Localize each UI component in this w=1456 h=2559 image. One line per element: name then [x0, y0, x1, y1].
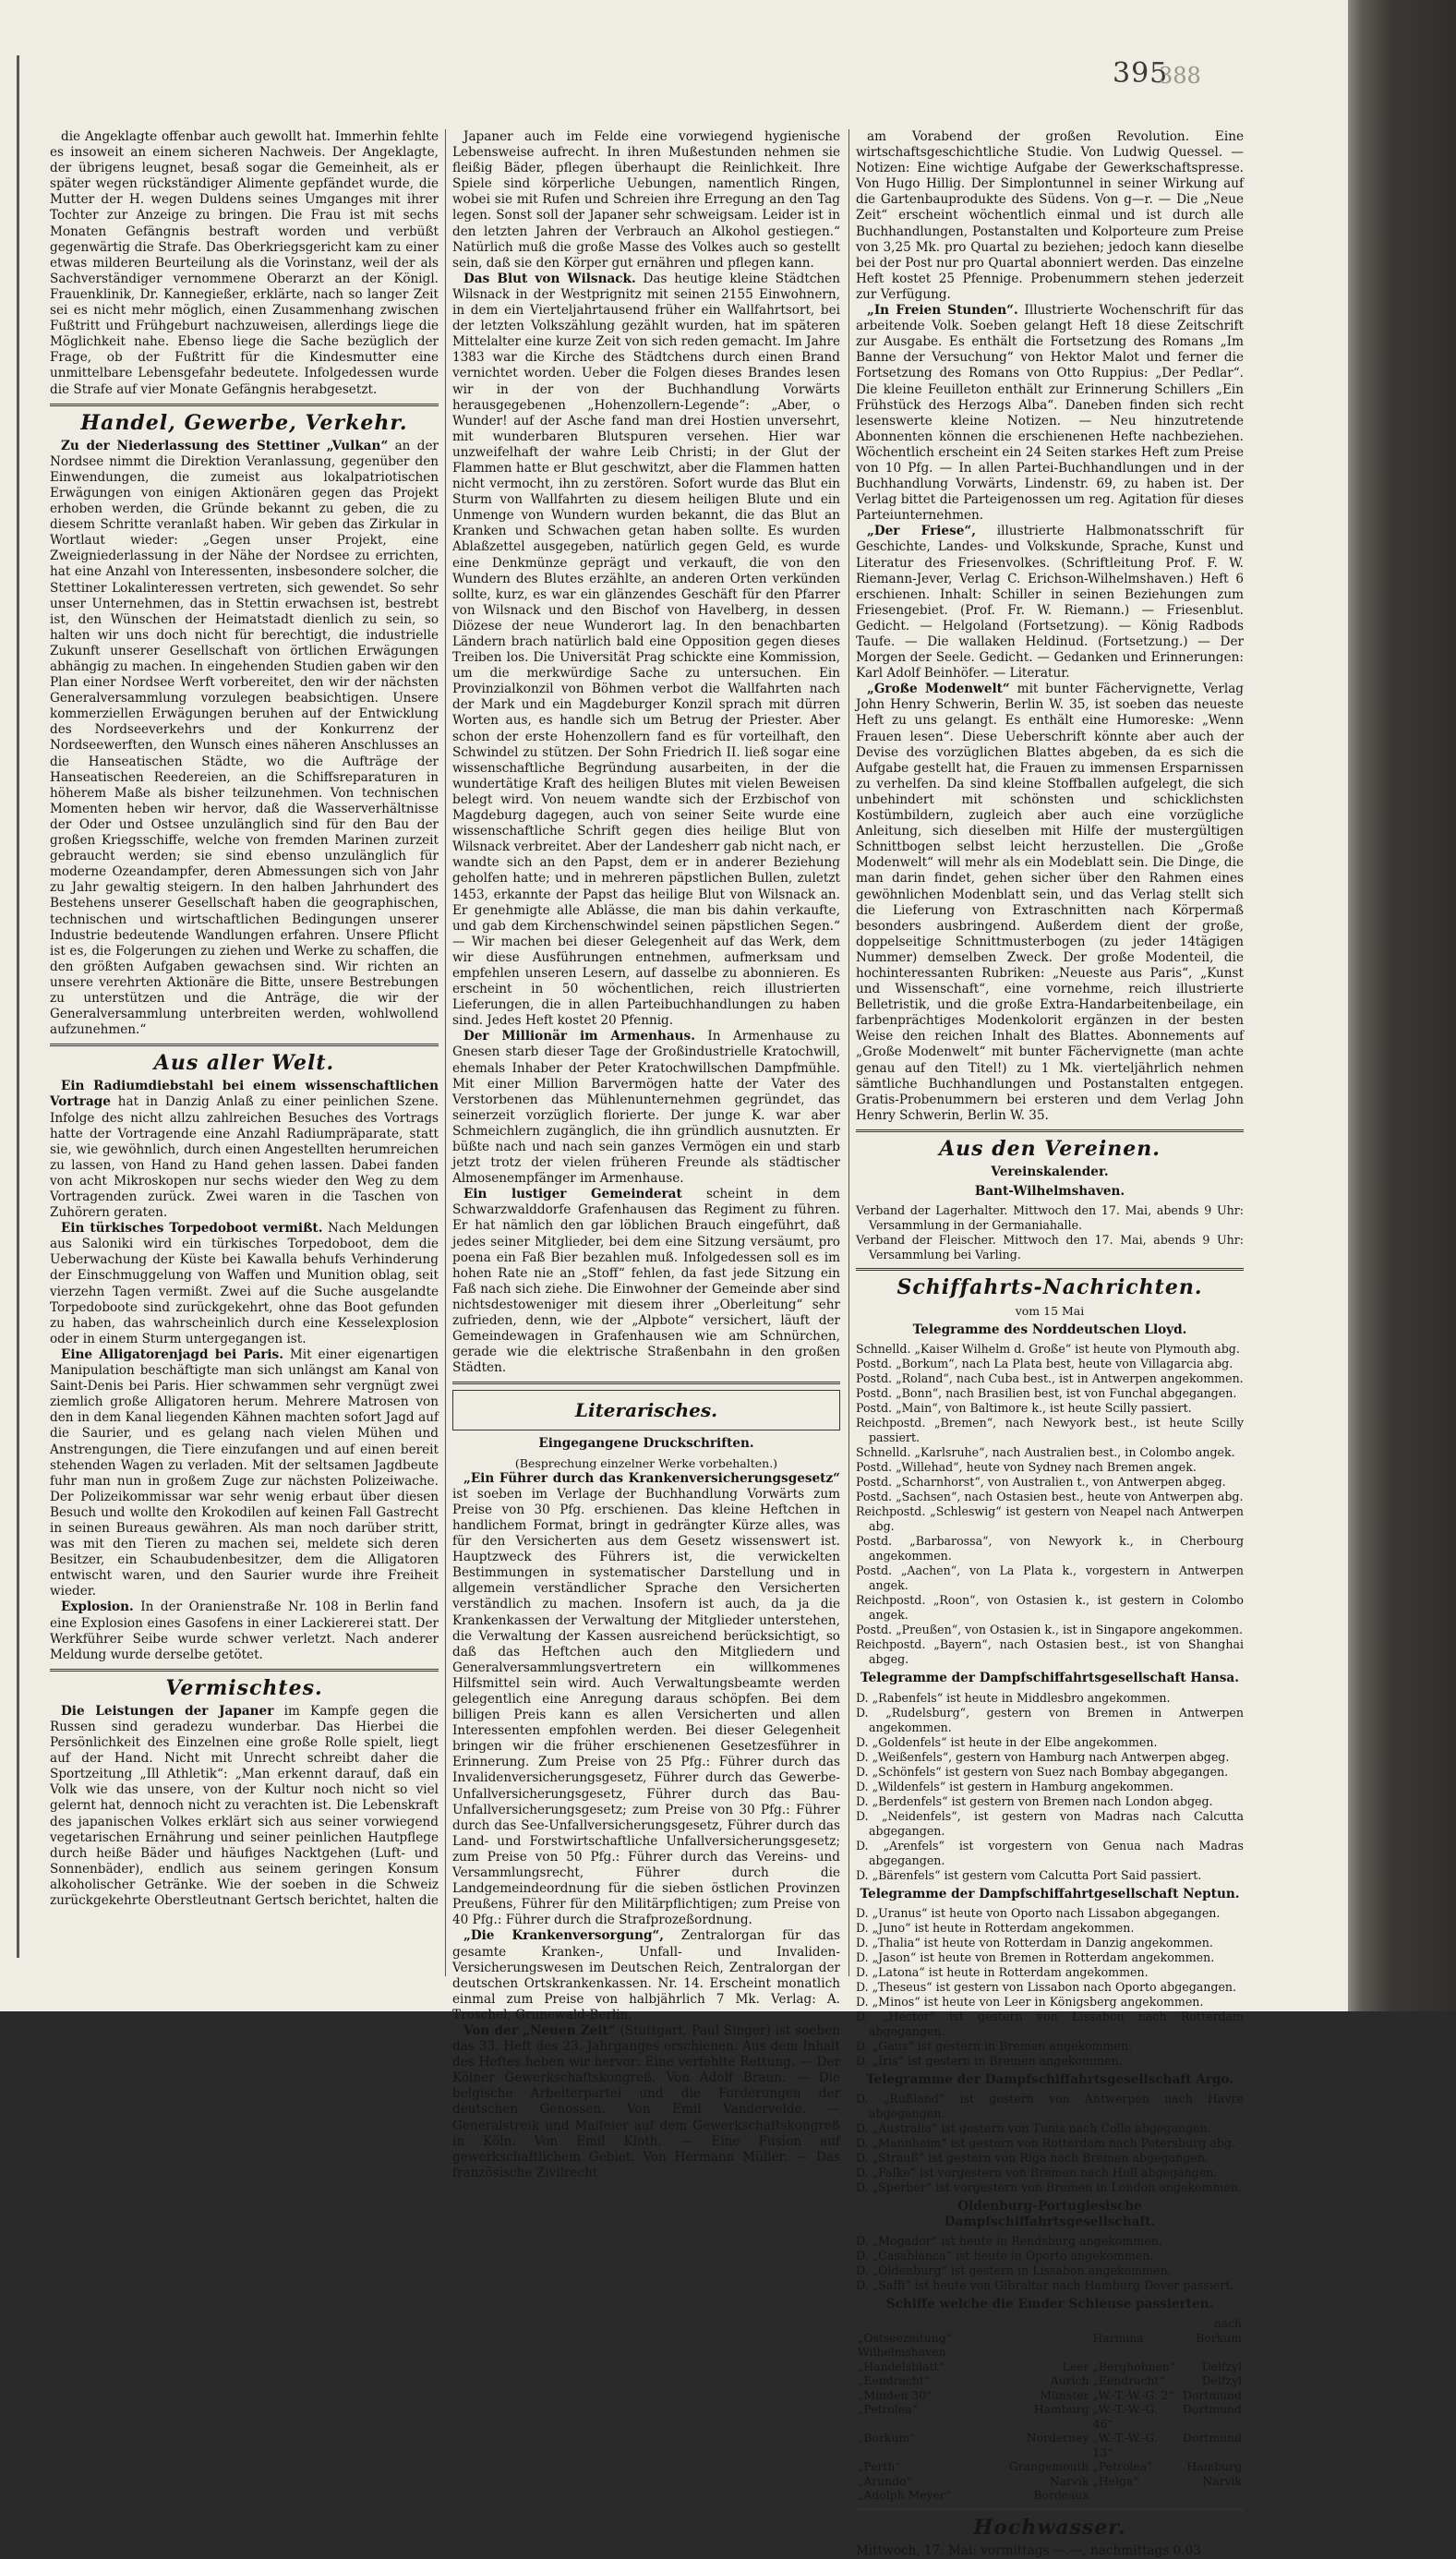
table-cell: Grangemouth [1008, 2459, 1089, 2474]
article-text: im Kampfe gegen die Russen sind geradezu wunderbar. Das Hierbei die Persönlichkeit des Einzelnen eine große Rolle spielt, liegt auf der Hand. Nicht mit Unrecht schreibt daher die Sportzeitung „Ill Athletik“: „Man erkennt darauf, daß ein Volk wie das unsere, von der Kultur noch nicht so viel gelernt hat, dennoch nicht zu verachten ist. Die Lebenskraft des japanischen Volkes erklärt sich aus seiner vorwiegend vegetarischen Ernährung und seiner peinlichen Hautpflege durch heiße Bäder und häufiges Nacktgehen (Luft- und Sonnenbäder), endlich aus seinem geringen Konsum alkoholischer Getränke. Wie der soeben in die Schweiz zurückgekehrte Oberstleutnant Gertsch berichtet, halten die [50, 1703, 439, 1909]
table-header-row [856, 2316, 1244, 2331]
table-cell: Hamburg [1033, 2402, 1089, 2417]
section-heading-schiffahrt: Schiffahrts-Nachrichten. [896, 1275, 1203, 1300]
article-text: Japaner auch im Felde eine vorwiegend hygienische Lebensweise aufrecht. In ihren Mußestunden nehmen sie fleißig Bäder, pflegen überhaupt die Reinlichkeit. Ihre Spiele sind körperliche Uebungen, namentlich Ringen, wobei sie mit Rufen und Schreien ihre Erregung an den Tag legen. Sonst soll der Japaner sehr schweigsam. Leider ist in den letzten Jahren der Verbrauch an Alkohol gestiegen.“ Natürlich muß die große Masse des Volkes auch so gestellt sein, daß sie den Körper gut ernähren und pflegen kann. [452, 129, 840, 271]
list-item: D. „Rußland“ ist gestern von Antwerpen nach Havre abgegangen. [856, 2091, 1244, 2120]
list-item: D. „Mogador“ ist heute in Rendsburg angekommen. [856, 2233, 1162, 2248]
article-text: Das heutige kleine Städtchen Wilsnack in der Westprignitz mit seinen 2155 Einwohnern, in dem ein Vierteljahrtausend früher ein Wallfahrtsort, bei der letzten Volkszählung gezählt wurden, hat im späteren Mittelalter eine kurze Zeit von sich reden gemacht. Im Jahre 1383 war die Kirche des Städtchens durch einen Brand vernichtet worden. Ueber die Folgen dieses Brandes lesen wir in der von der Buchhandlung Vorwärts herausgegebenen „Hohenzollern-Legende“: „Aber, o Wunder! auf der Asche fand man drei Hostien unversehrt, mit wunderbaren Blutspuren versehen. Hier war unzweifelhaft der wahre Leib Christi; in der Glut der Flammen hatte er Blut geschwitzt, aber die Flammen hatten nicht vermocht, ihn zu zerstören. Sofort wurde das Blut ein Sturm von Wallfahrten zu diesem heiligen Blute und ein Unmenge von Wundern wurden bekannt, die das Blut an Kranken und Schwachen getan haben sollte. Es wurden Ablaßzettel ausgegeben, natürlich gegen Geld, es wurde eine Denkmünze geprägt und verkauft, die von den Wundern des Blutes erzählte, an anderen Orten verkünden sollte, kurz, es war ein glänzendes Geschäft für den Pfarrer von Wilsnack und den Bischof von Havelberg, in dessen Diözese der neue Wunderort lag. In den benachbarten Ländern brach natürlich bald eine Opposition gegen dieses Treiben los. Die Universität Prag schickte eine Kommission, um die merkwürdige Sache zu untersuchen. Ein Provinzialkonzil von Böhmen verbot die Wallfahrten nach der Mark und ein Magdeburger Konzil sprach mit dürren Worten aus, es handle sich um Betrug der Priester. Aber schon der erste Hohenzollern fand es für vorteilhaft, den Schwindel zu stützen. Der Sohn Friedrich II. ließ sogar eine wissenschaftliche Begründung ausarbeiten, in der die wundertätige Kraft des heiligen Blutes mit vielen Beweisen belegt wird. Von neuem wandte sich der Erzbischof von Magdeburg dagegen, auch von seiner Seite wurde eine wissenschaftliche Schrift gegen dies heilige Blut von Wilsnack verbreitet. Aber der Landesherr gab nicht nach, er wandte sich an den Papst, dem er in anderer Beziehung geholfen hatte; und in mehreren päpstlichen Bullen, zuletzt 1453, erkannte der Papst das heilige Blut von Wilsnack an. Er genehmigte alle Ablässe, die man bis dahin verkaufte, und gab dem Kirchenschwindel seinen päpstlichen Segen.“ — Wir machen bei dieser Gelegenheit auf das Werk, dem wir diese Ausführungen entnehmen, aufmerksam und empfehlen unseren Lesern, auf dasselbe zu abonnieren. Es erscheint in 50 wöchentlichen, reich illustrierten Lieferungen, die in allen Parteibuchhandlungen zu haben sind. Jedes Heft kostet 20 Pfennig. [452, 271, 840, 1029]
article-paragraph [452, 1187, 840, 1376]
subheading-emden: Schiffe welche die Emder Schleuse passierten. [885, 2296, 1214, 2312]
list-item: Postd. „Preußen“, von Ostasien k., ist in Singapore angekommen. [856, 1623, 1243, 1637]
article-paragraph [50, 1704, 439, 1909]
report-date: vom 15 Mai [1015, 1304, 1085, 1319]
list-item: D. „Rabenfels“ ist heute in Middlesbro angekommen. [856, 1690, 1171, 1705]
list-item: Postd. „Sachsen“, nach Ostasien best., heute von Antwerpen abg. [856, 1490, 1244, 1504]
divider [50, 1669, 439, 1672]
table-cell: „Arundo“ [858, 2473, 912, 2488]
list-item: D. „Minos“ ist heute von Leer in Königsberg angekommen. [856, 1994, 1204, 2009]
article-paragraph [452, 272, 840, 1030]
column-1 [50, 129, 439, 1976]
table-header-cell: nach [1213, 2316, 1242, 2331]
section-heading-vermischtes: Vermischtes. [165, 1675, 323, 1700]
section-heading-literarisches: Literarisches. [574, 1399, 718, 1422]
list-item: D. „Iris“ ist gestern in Bremen angekommen. [856, 2053, 1123, 2068]
calendar-entry: Verband der Fleischer. Mittwoch den 17. Mai, abends 9 Uhr: Versammlung bei Varling. [856, 1233, 1244, 1262]
section-heading-welt: Aus aller Welt. [153, 1051, 335, 1076]
list-item: Schnelld. „Kaiser Wilhelm d. Große“ ist heute von Plymouth abg. [856, 1342, 1240, 1357]
list-item: D. „Mannheim“ ist gestern von Rotterdam nach Petersburg abg. [856, 2135, 1235, 2150]
list-item: Postd. „Barbarossa“, von Newyork k., in Cherbourg angekommen. [856, 1534, 1244, 1563]
table-cell: Aurich [1050, 2373, 1089, 2388]
shipping-list-neptun [856, 1906, 1244, 2069]
article-text: ist soeben im Verlage der Buchhandlung Vorwärts zum Preise von 30 Pfg. erschienen. Das kleine Heftchen in handlichem Format, bringt in gedrängter Kürze alles, was für den Versicherten aus dem Gesetz wissenswert ist. Hauptzweck des Führers ist, die verwickelten Bestimmungen in systematischer Darstellung und in allgemein verständlicher Sprache den Versicherten verständlich zu machen. Insofern ist auch, da ja die Krankenkassen der Verwaltung der Mitglieder unterstehen, die Verwaltung der Kassen ausreichend berücksichtigt, so daß das Heftchen auch den Mitgliedern und Generalversammlungsvertretern ein willkommenes Hilfsmittel sein wird. Auch Verwaltungsbeamte werden gelegentlich eine Anregung daraus schöpfen. Bei dem billigen Preis kann es allen Versicherten und allen Interessenten empfohlen werden. Bei dieser Gelegenheit bringen wir die früher erschienenen Gesetzesführer in Erinnerung. Zum Preise von 25 Pfg.: Führer durch das Invalidenversicherungsgesetz, Führer durch das Gewerbe-Unfallversicherungsgesetz, Führer durch das Bau-Unfallversicherungsgesetz; zum Preise von 30 Pfg.: Führer durch das See-Unfallversicherungsgesetz, Führer durch das Land- und Forstwirtschaftliche Unfallversicherungsgesetz; zum Preise von 50 Pfg.: Führer durch das Vereins- und Versammlungsrecht, Führer durch die Landgemeindeordnung für die sieben östlichen Provinzen Preußens, Führer für den Militärpflichtigen; zum Preise von 40 Pfg.: Führer durch die Strafprozeßordnung. [452, 1486, 840, 1928]
shipping-list-lloyd [856, 1342, 1244, 1667]
article-text: Zentralorgan für das gesamte Kranken-, Unfall- und Invaliden-Versicherungswesen im Deutschen Reich, Zentralorgan der deutschen Ortskrankenkassen. Nr. 14. Erscheint monatlich einmal zum Preise von halbjährlich 7 Mk. Verlag: A. Troschel, Grunewald-Berlin. [452, 1928, 840, 2022]
book-binding-edge [1348, 0, 1456, 2011]
list-item: Postd. „Bonn“, nach Brasilien best, ist von Funchal abgegangen. [856, 1386, 1237, 1401]
article-text: (Stuttgart, Paul Singer) ist soeben das 33. Heft des 23. Jahrganges erschienen. Aus dem Inhalt des Heftes heben wir hervor: Eine verfehlte Rettung. — Der Kölner Gewerkschaftskongreß. Von Adolf Braun. — Die belgische Arbeiterpartei und die Forderungen der deutschen Genossen. Von Emil Vandervelde. — Generalstreik und Maifeier auf dem Gewerkschaftskongreß in Köln. Von Emil Kloth. — Eine Fusion auf gewerkschaftlichem Gebiet. Von Hermann Müller. — Das französische Zivilrecht [452, 2022, 841, 2180]
subheading-place: Bant-Wilhelmshaven. [974, 1184, 1125, 1200]
divider [50, 1044, 439, 1046]
table-cell [1007, 2331, 1091, 2360]
article-lead: Ein lustiger Gemeinderat [463, 1187, 682, 1202]
article-text: In Armenhause zu Gnesen starb dieser Tage der Großindustrielle Kratochwill, ehemals Inhaber der Peter Kratochwillschen Dampfmühle. Mit einer Million Barvermögen hatte der Vater des Verstorbenen das Mühlenunternehmen gegründet, das seinerzeit vorzüglich florierte. Der junge K. war aber Schmeichlern zugänglich, die ihn gründlich ausnutzten. Er büßte nach und nach sein ganzes Vermögen ein und starb jetzt trotz der vielen früheren Freunde als städtischer Almosenempfänger im Armenhause. [452, 1029, 840, 1187]
table-row [856, 2388, 1244, 2403]
table-cell: Norderney [1026, 2431, 1089, 2445]
table-cell: „W.-T.-W.-G. 13“ [1092, 2431, 1158, 2459]
column-2 [452, 129, 841, 2180]
table-cell: „Petroleа“ [1092, 2459, 1153, 2474]
article-lead: „Große Modenwelt“ [867, 682, 1010, 697]
article-lead: Von der „Neuen Zeit“ [463, 2022, 616, 2038]
article-paragraph [50, 439, 439, 1039]
list-item: D. „Sperber“ ist vorgestern von Bremen in London angekommen. [856, 2179, 1243, 2194]
table-cell: Narvik [1049, 2473, 1089, 2488]
article-paragraph [50, 1599, 439, 1662]
list-item: D. „Thalia“ ist heute von Rotterdam in Danzig angekommen. [856, 1935, 1213, 1949]
table-row [856, 2402, 1244, 2431]
list-item: D. „Schönfels“ ist gestern von Suez nach Bombay abgegangen. [856, 1764, 1229, 1779]
table-cell: Dortmund [1183, 2387, 1242, 2402]
table-cell: „Ostseezeitung“ Wilhelmshaven [858, 2330, 952, 2360]
article-lead: „Ein Führer durch das Krankenversicherungsgesetz“ [463, 1470, 840, 1486]
list-item: Reichpostd. „Roon“, von Ostasien k., ist gestern in Colombo angek. [856, 1593, 1244, 1623]
list-item: Postd. „Main“, von Baltimore k., ist heute Scilly passiert. [856, 1401, 1192, 1416]
table-cell: „Eendracht“ [858, 2373, 931, 2388]
article-lead: Der Millionär im Armenhaus. [463, 1029, 695, 1044]
divider [50, 404, 439, 406]
left-margin-rule [17, 55, 19, 1958]
article-text: In der Oranienstraße Nr. 108 in Berlin fand eine Explosion eines Gasofens in einer Lackiererei statt. Der Werkführer Seibe wurde schwer verletzt. Nach anderer Meldung wurde derselbe getötet. [50, 1599, 439, 1662]
divider [856, 2508, 1244, 2511]
old-page-number: 388 [1159, 63, 1201, 89]
table-cell [1091, 2488, 1182, 2503]
article-lead: Explosion. [61, 1599, 134, 1615]
list-item: Postd. „Aachen“, von La Plata k., vorgestern in Antwerpen angek. [856, 1563, 1244, 1593]
article-lead: Die Leistungen der Japaner [61, 1703, 274, 1719]
article-text: Nach Meldungen aus Saloniki wird ein türkisches Torpedoboot, dem die Ueberwachung der Küste bei Kawalla behufs Verhinderung der Einschmuggelung von Waffen und Munition oblag, seit vierzehn Tagen vermißt. Zwei auf die Suche ausgelandte Torpedoboote sind zurückgekehrt, ohne das Boot gefunden zu haben, das wahrscheinlich durch eine Kesselexplosion oder in einem Sturm untergegangen ist. [50, 1221, 439, 1346]
article-paragraph [452, 1029, 840, 1187]
article-paragraph [452, 1471, 840, 1929]
list-item: Reichpostd. „Bayern“, nach Ostasien best., ist von Shanghai abgeg. [856, 1637, 1244, 1667]
table-cell [1181, 2488, 1244, 2503]
table-cell: „Perth“ [858, 2459, 901, 2474]
table-cell: „Handelsblatt“ [858, 2359, 945, 2373]
list-item: D. „Berdenfels“ ist gestern von Bremen nach London abgeg. [856, 1793, 1213, 1808]
shipping-list-argo [856, 2092, 1244, 2195]
shipping-list-oldenburg [856, 2234, 1244, 2293]
table-row [856, 2431, 1244, 2459]
table-cell: „Borkum“ [858, 2431, 916, 2445]
table-cell: „Eendracht“ [1092, 2373, 1165, 2388]
article-text: die Angeklagte offenbar auch gewollt hat. Immerhin fehlte es insoweit an einem sicheren Nachweis. Der Angeklagte, der übrigens leugnet, besaß sogar die Gemeinheit, als er später wegen rückständiger Alimente gepfändet wurde, die Mutter der H. wegen Duldens seines Umganges mit ihrer Tochter zur Anzeige zu bringen. Die Frau ist mit sechs Monaten Gefängnis bestraft worden und verbüßt gegenwärtig die Strafe. Das Oberkriegsgericht kam zu einer etwas milderen Beurteilung als die Vorinstanz, weil der als Sachverständiger vernommene Oberarzt an der Königl. Frauenklinik, Dr. Kannegießer, erklärte, nach so langer Zeit sei es nicht mehr möglich, einen Zusammenhang zwischen Fußtritt und Frühgeburt nachzuweisen, allerdings liege die Möglichkeit nahe. Ebenso liege die Sache bezüglich der Frage, ob der Fußtritt für die Kindesmutter eine unmittelbare Lebensgefahr bedeutete. Infolgedessen wurde die Strafe auf vier Monate Gefängnis herabgesetzt. [50, 129, 439, 397]
article-paragraph [856, 524, 1244, 682]
article-lead: Zu der Niederlassung des Stettiner „Vulkan“ [61, 438, 389, 453]
list-item: D. „Goldenfels“ ist heute in der Elbe angekommen. [856, 1734, 1158, 1749]
list-item: D. „Falke“ ist vorgestern von Bremen nach Hull abgegangen. [856, 2165, 1218, 2179]
list-item: D. „Casablanca“ ist heute in Oporto angekommen. [856, 2248, 1154, 2263]
table-cell: Münster [1040, 2387, 1089, 2402]
list-item: Reichpostd. „Schleswig“ ist gestern von Neapel nach Antwerpen abg. [856, 1504, 1244, 1534]
article-paragraph [50, 1079, 439, 1221]
list-item: Postd. „Borkum“, nach La Plata best, heute von Villagarcia abg. [856, 1357, 1233, 1371]
list-item: D. „Hector“ ist gestern von Lissabon nach Rotterdam abgegangen. [856, 2009, 1244, 2038]
list-item: D. „Neidenfels“, ist gestern von Madras nach Calcutta abgegangen. [856, 1808, 1244, 1838]
article-text: scheint in dem Schwarzwalddorfe Grafenhausen das Regiment zu führen. Er hat nämlich den gar löblichen Brauch eingeführt, daß jedes seiner Mitglieder, bei dem eine Sitzung versäumt, pro poena ein Faß Bier bezahlen muß. Infolgedessen soll es im hohen Rate nie an „Stoff“ fehlen, da fast jede Sitzung ein Faß nach sich ziehe. Die Einwohner der Gemeinde aber sind nichtsdestoweniger mit diesem ihrer „Oberleitung“ sehr zufrieden, denn, wie der „Alpbote“ versichert, läuft der Gemeindewagen in Grafenhausen wie am Schnürchen, gerade wie die elektrische Straßenbahn in den großen Städten. [452, 1187, 840, 1376]
article-paragraph [50, 1221, 439, 1347]
table-row [856, 2331, 1244, 2360]
table-row [856, 2488, 1244, 2503]
column-3 [856, 129, 1244, 2558]
list-item: Postd. „Scharnhorst“, von Australien t., von Antwerpen abgeg. [856, 1475, 1226, 1490]
subheading-note: (Besprechung einzelner Werke vorbehalten.) [514, 1455, 778, 1470]
divider [856, 1268, 1244, 1271]
article-lead: Das Blut von Wilsnack. [463, 271, 636, 286]
table-cell: „Petroleа“ [858, 2402, 918, 2417]
article-text: Illustrierte Wochenschrift für das arbeitende Volk. Soeben gelangt Heft 18 diese Zeitschrift zur Ausgabe. Es enthält die Fortsetzung des Romans „Im Banne der Versuchung“ von Hektor Malot und ferner die Fortsetzung des Romans von Otto Ruppius: „Der Pedlar“. Die kleine Feuilleton enthält zur Erinnerung Schillers „Ein Frühstück des Herzogs Alba“. Daneben finden sich recht lesenswerte kleine Notizen. — Neu hinzutretende Abonnenten können die erschienenen Hefte nachbeziehen. Wöchentlich erscheint ein 24 Seiten starkes Heft zum Preise von 10 Pfg. — In allen Partei-Buchhandlungen und in der Buchhandlung Vorwärts, Lindenstr. 69, zu haben ist. Der Verlag bittet die Parteigenossen um reg. Agitation für dieses Parteiunternehmen. [856, 303, 1244, 524]
table-cell: „Adolph Meyer“ [858, 2488, 952, 2503]
article-lead: „In Freien Stunden“. [867, 303, 1018, 319]
table-cell: „Minden 30“ [858, 2387, 933, 2402]
table-cell: Dortmund [1183, 2402, 1242, 2417]
table-cell: Bordeaux [1033, 2488, 1089, 2503]
divider [856, 1129, 1244, 1132]
table-cell: Dortmund [1183, 2431, 1242, 2445]
list-item: D. „Bärenfels“ ist gestern vom Calcutta Port Said passiert. [856, 1867, 1202, 1882]
emden-lock-table [856, 2316, 1244, 2503]
article-text: Mit einer eigenartigen Manipulation beschäftigte man sich unlängst am Kanal von Saint-Denis bei Paris. Hier schwammen sehr vergnügt zwei ziemlich große Alligatoren herum. Mehrere Matrosen von den in dem Kanal liegenden Kähnen machten sofort Jagd auf die Saurier, und es gelang nach vielen Mühen und Anstrengungen, die Tiere einzufangen und auf einen bereit stehenden Wagen zu verladen. Mit der seltsamen Jagdbeute fuhr man nun in großem Zuge zur nächsten Polizeiwache. Der Polizeikommissar war sehr wenig erbaut über diesen Besuch und wollte den Krokodilen auf keinen Fall Gastrecht in seinen Bureaus gewähren. Als man noch darüber stritt, was mit den Tieren zu machen sei, meldete sich deren Besitzer, ein Schaubudenbesitzer, dem die Alligatoren entwischt waren, und den Saurier wurde ihre Freiheit wieder. [50, 1346, 439, 1599]
literature-box [452, 1390, 840, 1430]
tide-entry: Mittwoch, 17. Mai: vormittags —.—, nachmittags 0.03 [856, 2542, 1201, 2558]
article-lead: Ein türkisches Torpedoboot vermißt. [61, 1221, 323, 1237]
column-rule [848, 129, 849, 1976]
subheading-lloyd: Telegramme des Norddeutschen Lloyd. [912, 1322, 1187, 1338]
article-paragraph [856, 303, 1244, 524]
column-rule [445, 129, 446, 1976]
list-item: D. „Uranus“ ist heute von Oporto nach Lissabon abgegangen. [856, 1905, 1221, 1920]
list-item: Postd. „Roland“, nach Cuba best., ist in Antwerpen angekommen. [856, 1371, 1244, 1386]
list-item: D. „Saffi“ ist heute von Gibraltar nach Hamburg Dover passiert. [856, 2277, 1234, 2292]
article-text: am Vorabend der großen Revolution. Eine wirtschaftsgeschichtliche Studie. Von Ludwig Quessel. — Notizen: Eine wichtige Aufgabe der Gewerkschaftspresse. Von Hugo Hillig. Der Simplontunnel in seiner Wirkung auf die Gartenbauprodukte des Südens. Von g—r. — Die „Neue Zeit“ erscheint wöchentlich einmal und ist durch alle Buchhandlungen, Postanstalten und Kolporteure zum Preise von 3,25 Mk. pro Quartal zu beziehen; jedoch kann dieselbe bei der Post nur pro Quartal abonniert werden. Das einzelne Heft kostet 25 Pfennige. Probenummern stehen jederzeit zur Verfügung. [856, 129, 1244, 302]
list-item: D. „Weißenfels“, gestern von Hamburg nach Antwerpen abgeg. [856, 1749, 1230, 1764]
table-cell: Borkum [1196, 2330, 1242, 2345]
table-cell: Hamburg [1186, 2459, 1242, 2474]
table-cell: „W.-T.-W.-G. 46“ [1092, 2402, 1158, 2431]
list-item: Postd. „Willehad“, heute von Sydney nach Bremen angek. [856, 1460, 1197, 1475]
table-cell: Leer [1062, 2359, 1089, 2373]
calendar-entry: Verband der Lagerhalter. Mittwoch den 17. Mai, abends 9 Uhr: Versammlung in der Germaniahalle. [856, 1203, 1244, 1233]
subheading-hansa: Telegramme der Dampfschiffahrtsgesellschaft Hansa. [860, 1671, 1239, 1686]
table-row [856, 2459, 1244, 2474]
list-item: D. „Strauß“ ist gestern von Riga nach Bremen abgegangen. [856, 2150, 1209, 2165]
list-item: D. „Rudelsburg“, gestern von Bremen in Antwerpen angekommen. [856, 1705, 1244, 1734]
subheading-druckschriften: Eingegangene Druckschriften. [538, 1435, 754, 1451]
list-item: D. „Oldenburg“ ist gestern in Lissabon angekommen. [856, 2263, 1172, 2277]
article-paragraph [856, 682, 1244, 1124]
article-lead: Ein Radiumdiebstahl bei einem wissenschaftlichen Vortrage [50, 1079, 439, 1110]
list-item: D. „Arenfels“ ist vorgestern von Genua nach Madras abgegangen. [856, 1838, 1244, 1867]
table-cell: „W.-T.-W.-G. 2“ [1092, 2387, 1174, 2402]
article-text: hat in Danzig Anlaß zu einer peinlichen Szene. Infolge des nicht allzu zahlreichen Besuches des Vortrags hatte der Vortragende eine Anzahl Radiumpräparate, statt sie, wie gewöhnlich, durch einen Angestellten herumreichen zu lassen, von Hand zu Hand gehen lassen. Dabei fanden von acht Mikroskopen nur sechs wieder den Weg zu dem Vortragenden zurück. Zwei waren in die Taschen von Zuhörern geraten. [50, 1094, 439, 1221]
subheading-vereinskalender: Vereinskalender. [991, 1165, 1109, 1179]
section-heading-hochwasser: Hochwasser. [973, 2515, 1126, 2540]
table-row [856, 2360, 1244, 2374]
subheading-neptun: Telegramme der Dampfschiffahrtgesellschaft Neptun. [860, 1886, 1240, 1901]
list-item: D. „Jason“ ist heute von Bremen in Rotterdam angekommen. [856, 1949, 1215, 1964]
table-cell: Harmina [1092, 2330, 1144, 2345]
article-lead: Eine Alligatorenjagd bei Paris. [61, 1346, 283, 1362]
list-item: Reichpostd. „Bremen“, nach Newyork best., ist heute Scilly passiert. [856, 1416, 1244, 1445]
list-item: D. „Gaus“ ist gestern in Bremen angekommen. [856, 2038, 1133, 2053]
article-lead: „Der Friese“, [867, 524, 976, 539]
list-item: D. „Theseus“ ist gestern von Lissabon nach Oporto abgegangen. [856, 1979, 1237, 1994]
subheading-argo: Telegramme der Dampfschiffahrtsgesellschaft Argo. [866, 2071, 1233, 2087]
list-item: D. „Wildenfels“ ist gestern in Hamburg angekommen. [856, 1779, 1173, 1793]
table-cell: „Berghohnen“ [1092, 2359, 1176, 2373]
table-cell: Delfzyl [1201, 2359, 1242, 2373]
table-cell: Narvik [1202, 2473, 1242, 2488]
table-cell: Delfzyl [1201, 2373, 1242, 2388]
list-item: Schnelld. „Karlsruhe“, nach Australien best., in Colombo angek. [856, 1445, 1235, 1460]
page-number: 395 [1113, 57, 1169, 90]
article-text: an der Nordsee nimmt die Direktion Veranlassung, gegenüber den Einwendungen, die zumeist aus lokalpatriotischen Erwägungen von einigen Aktionären gegen das Projekt erhoben werden, die Gründe bekannt zu geben, die zu diesem Schritte veranlaßt haben. Wir geben das Zirkular in Wortlaut wieder: „Gegen unser Projekt, eine Zweigniederlassung in der Nähe der Nordsee zu errichten, hat eine Anzahl von Interessenten, insbesondere solcher, die Stettiner Lokalinteressen vertreten, sich gewendet. So sehr unser Unternehmen, das in Stettin erwachsen ist, bestrebt ist, den Wünschen der Heimatstadt dienlich zu sein, so halten wir uns doch nicht für berechtigt, die industrielle Zukunft unserer Gesellschaft von örtlichen Erwägungen abhängig zu machen. In eingehenden Studien gaben wir den Plan einer Nordsee Werft vorbereitet, den wir der nächsten Generalversammlung vorzulegen beabsichtigen. Unsere kommerziellen Erwägungen beruhen auf der Entwicklung des Nordseeverkehrs und der Konkurrenz der Nordseewerften, den Wunsch eines näheren Anschlusses an die Hanseatischen Städte, wo die Aufträge der Hanseatischen Reedereien, an die Schiffsreparaturen in höherem Maße als bisher teilzunehmen. Von technischen Momenten heben wir hervor, daß die Wasserverhältnisse der Oder und Ostsee unzulänglich sind für den Bau der großen Kriegsschiffe, welche von fremden Marinen zurzeit gebraucht werden; sie sind ebenso unzulänglich für moderne Ozeandampfer, deren Abmessungen sich von Jahr zu Jahr gewaltig steigern. In den halben Jahrhundert des Bestehens unserer Gesellschaft haben die geographischen, technischen und wirtschaftlichen Bedingungen unserer Industrie bedeutende Wandlungen erfahren. Unsere Pflicht ist es, die Folgerungen zu ziehen und Werke zu schaffen, die den größten Aufgaben gewachsen sind. Wir richten an unsere verehrten Aktionäre die Bitte, unsere Bestrebungen zu unterstützen und die Anträge, die wir der Generalversammlung unterbreiten werden, wohlwollend aufzunehmen.“ [50, 438, 439, 1038]
article-paragraph [452, 2023, 840, 2181]
list-item: D. „Australia“ ist gestern von Tunis nach Collo abgegangen. [856, 2120, 1211, 2135]
list-item: D. „Juno“ ist heute in Rotterdam angekommen. [856, 1920, 1135, 1935]
subheading-oldenburg: Oldenburg-Portugiesische Dampfschiffahrtsgesellschaft. [944, 2198, 1156, 2229]
section-heading-vereine: Aus den Vereinen. [939, 1136, 1161, 1161]
article-text: mit bunter Fächervignette, Verlag John Henry Schwerin, Berlin W. 35, ist soeben das neueste Heft zu uns gelangt. Es enthält eine Humoreske: „Wenn Frauen lesen“. Diese Ueberschrift könnte aber auch der Devise des vorzüglichen Blattes abgeben, da es sich die Aufgabe gestellt hat, die Frauen zu immensen Ersparnissen zu verhelfen. Da sind kleine Stoffballen aufgelegt, die sich unbehindert mit schönsten und schicklichsten Kostümbildern, zugleich aber auch eine vorzügliche Anleitung, sich dieselben mit Hilfe der mustergültigen Schnittbogen selbst leicht herzustellen. Die „Große Modenwelt“ will mehr als ein Modeblatt sein. Die Dinge, die man darin findet, gehen sicher über den Rahmen eines gewöhnlichen Modenblatt sein, und das Verlag stellt sich die Lieferung von Extraschnitten nach Körpermaß besonders ausbringend. Außerdem dient der große, doppelseitige Schnittmusterbogen (zu jeder 14tägigen Nummer) demselben Zweck. Der große Modenteil, die hochinteressanten Rubriken: „Neueste aus Paris“, „Kunst und Wissenschaft“, eine vornehme, reich illustrierte Belletristik, und die große Extra-Handarbeitenbeilage, ein farbenprächtiges Modenkolorit ergänzen in der besten Weise den reichen Inhalt des Blattes. Abonnements auf „Große Modenwelt“ mit bunter Fächervignette (man achte genau auf den Titel!) zu 1 Mk. vierteljährlich nehmen sämtliche Buchhandlungen und Postanstalten entgegen. Gratis-Probenummern bei ersteren und dem Verlag John Henry Schwerin, Berlin W. 35. [856, 682, 1244, 1123]
table-cell: „Helga“ [1092, 2473, 1139, 2488]
shipping-list-hansa [856, 1691, 1244, 1883]
table-row [856, 2474, 1244, 2489]
table-row [856, 2373, 1244, 2388]
list-item: D. „Latona“ ist heute in Rotterdam angekommen. [856, 1964, 1149, 1979]
article-paragraph [50, 1347, 439, 1600]
divider [452, 1382, 840, 1384]
article-text: illustrierte Halbmonatsschrift für Geschichte, Landes- und Volkskunde, Sprache, Kunst und Literatur des Friesenvolkes. (Schriftleitung Prof. F. W. Riemann-Jever, Verlag C. Erichson-Wilhelmshaven.) Heft 6 erschienen. Inhalt: Schiller in seinen Beziehungen zum Friesengebiet. (Prof. Fr. W. Riemann.) — Friesenblut. Gedicht. — Helgoland (Fortsetzung). — König Radbods Taufe. — Die wallaken Heldinud. (Fortsetzung.) — Der Morgen der Seele. Gedicht. — Gedanken und Erinnerungen: Karl Adolf Beinhöfer. — Literatur. [856, 524, 1244, 682]
article-paragraph [452, 1928, 840, 2023]
section-heading-handel: Handel, Gewerbe, Verkehr. [80, 410, 408, 435]
article-lead: „Die Krankenversorgung“, [463, 1928, 665, 1944]
